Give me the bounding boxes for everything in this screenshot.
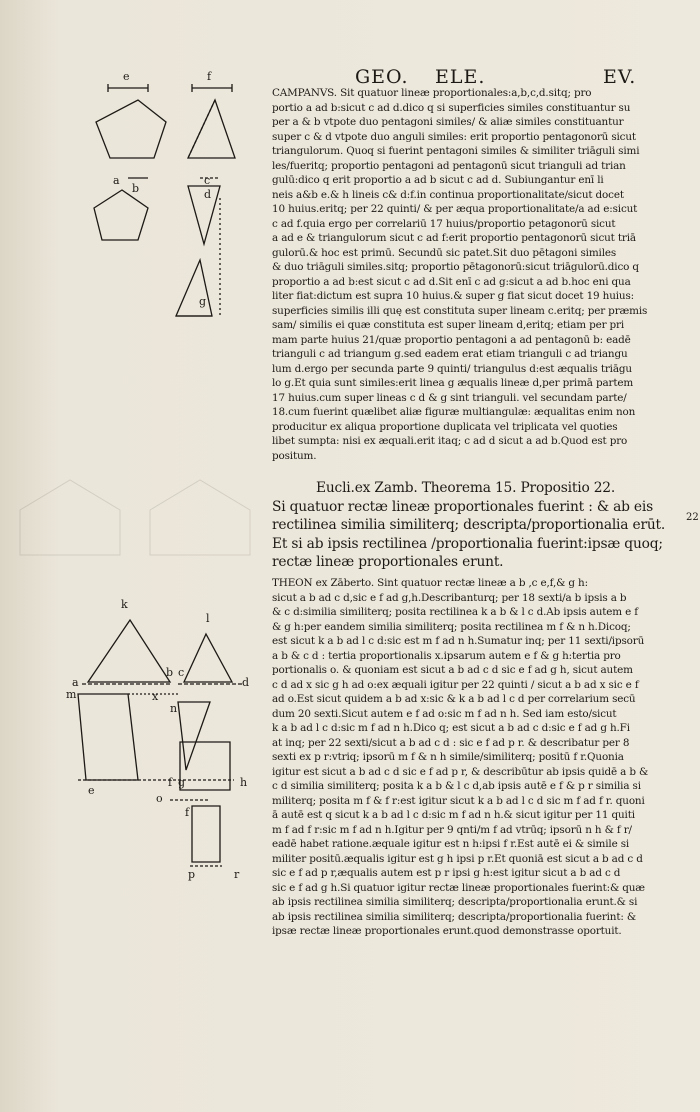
text-line: ā autē est q sicut k a b ad l c d:sic m f ad n h.& sicut igitur per 11 quiti [272,809,635,821]
theorem-block [272,479,684,572]
label-d: d [242,676,250,689]
label-a: a [72,676,79,689]
text-line: eadē habet ratione.æquale igitur est n h:ipsi f r.Est autē ei & simile si [272,838,630,850]
text-line: mam parte huius 21/quæ proportio pentagoni a ad pentagonū b: eadē [272,333,631,346]
header-right: EV. [603,66,637,88]
text-line: ad o.Est sicut quidem a b ad x:sic & k a b ad l c d per correlarium secū [272,693,636,705]
label-r: r [234,868,240,881]
label-n: n [170,702,178,715]
label-m: m [66,688,77,701]
text-line: producitur ex aliqua proportione duplicata vel triplicata vel quoties [272,420,618,433]
text-line: per a & b vtpote duo pentagoni similes/ & aliæ similes constituantur [272,116,624,128]
text-line: les/fueritq; proportio pentagoni ad pentagonū sicut trianguli ad trian [272,159,626,172]
text-line: at inq; per 22 sexti/sicut a b ad c d : sic e f ad p r. & describatur per 8 [272,736,630,749]
text-line: a ad e & triangulorum sicut c ad f:erit proportio pentagonorū sicut triā [272,232,636,244]
text-line: THEON ex Zāberto. Sint quatuor rectæ lineæ a b ,c e,f,& g h: [272,577,588,589]
text-line: & duo triāguli similes.sitq; proportio pētagonorū:sicut triāgulorū.dico q [272,261,639,273]
label-b-top: b [132,182,140,195]
text-line: sam/ similis ei quæ constituta est super lineam d,eritq; etiam per pri [272,319,625,331]
text-line: c d ad x sic g h ad o:ex æquali igitur per 22 quinti / sicut a b ad x sic e f [272,678,639,691]
text-line: sic e f ad g h.Si quatuor igitur rectæ lineæ proportionales fuerint:& quæ [272,881,645,894]
text-line: lum d.ergo per secunda parte 9 quinti/ triangulus d:est æqualis triāgu [272,362,632,375]
theorem-line: Si quatuor rectæ lineæ proportionales fuerint : & ab eis [272,498,653,515]
text-line: m f ad f r:sic m f ad n h.Igitur per 9 qnti/m f ad vtrūq; ipsorū n h & f r/ [272,823,632,836]
text-line: ipsæ rectæ lineæ proportionales erunt.quod demonstrasse oportuit. [272,925,622,937]
text-line: triangulorum. Quoq si fuerint pentagoni similes & similiter triāguli simi [272,145,640,157]
text-line: ab ipsis rectilinea similia similiterq; descripta/proportionalia fuerint: & [272,910,636,923]
label-l: l [206,612,210,625]
label-e-top: e [123,70,130,83]
label-f: f [168,776,173,789]
text-line: sicut a b ad c d,sic e f ad g,h.Describanturq; per 18 sexti/a b ipsis a b [272,591,627,604]
text-line: igitur est sicut a b ad c d sic e f ad p r, & describūtur ab ipsis quidē a b & [272,765,649,778]
text-line: c d similia similiterq; posita k a b & l c d,ab ipsis autē e f & p r similia si [272,780,641,792]
text-line: dum 20 sexti.Sicut autem e f ad o:sic m f ad n h. Sed iam esto/sicut [272,707,617,720]
text-line: trianguli c ad triangum g.sed eadem erat etiam trianguli c ad triangu [272,348,628,360]
label-c: c [178,666,185,679]
text-line: 10 huius.eritq; per 22 quinti/ & per æqua proportionalitate/a ad e:sicut [272,203,638,215]
label-d-top: d [204,188,212,201]
text-line: superficies similis illi quę est constituta super lineam c.eritq; per præmis [272,304,648,317]
text-line: 18.cum fuerint quælibet aliæ figuræ multiangulæ: æqualitas enim non [272,406,636,418]
text-line: est sicut k a b ad l c d:sic est m f ad n h.Sumatur inq; per 11 sexti/ipsorū [272,635,645,647]
text-line: liter fiat:dictum est supra 10 huius.& super g fiat sicut docet 19 huius: [272,290,635,302]
text-line: lo g.Et quia sunt similes:erit linea g æqualis lineæ d,per primā partem [272,377,634,389]
theorem-header: Eucli.ex Zamb. Theorema 15. Propositio 22. [316,480,616,496]
label-g: g [178,776,186,789]
label-e: e [88,784,95,797]
text-line: 17 huius.cum super lineas c d & g sint trianguli. vel secundam parte/ [272,391,627,404]
text-line: proportio a ad b:est sicut c ad d.Sit enī c ad g:sicut a ad b.hoc eni qua [272,275,631,288]
text-line: gulorū.& hoc est primū. Secundū sic patet.Sit duo pētagoni similes [272,246,617,259]
label-f-lower: f [185,806,190,819]
text-line: sexti ex p r:vtriq; ipsorū m f & n h simile/similiterq; positū f r.Quonia [272,751,624,763]
label-k: k [121,598,128,611]
header-middle: ELE. [435,66,486,88]
text-line: c ad f.quia ergo per correlariū 17 huius/proportio petagonorū sicut [272,217,616,230]
header-left: GEO. [355,66,409,88]
theorem-line: rectilinea similia similiterq; descripta/proportionalia erūt. [272,517,666,533]
label-f-top: f [207,70,212,83]
text-line: militer positū.æqualis igitur est g h ipsi p r.Et quoniā est sicut a b ad c d [272,852,643,865]
text-line: a b & c d : tertia proportionalis x.ipsarum autem e f & g h:tertia pro [272,649,621,662]
label-c-top: c [204,174,211,187]
theon-commentary [272,576,684,939]
text-line: libet sumpta: nisi ex æquali.erit itaq; c ad d sicut a ad b.Quod est pro [272,435,628,447]
label-x: x [152,690,159,703]
label-o: o [156,792,163,805]
text-line: k a b ad l c d:sic m f ad n h.Dico q; est sicut a b ad c d:sic e f ad g h.Fi [272,722,630,734]
bleed-through-shapes [0,470,260,560]
text-line: CAMPANVS. Sit quatuor lineæ proportionales:a,b,c,d.sitq; pro [272,87,592,99]
label-g-top: g [199,295,207,308]
text-line: militerq; posita m f & f r:est igitur sicut k a b ad l c d sic m f ad f r. quoni [272,794,645,807]
text-line: sic e f ad p r,æqualis autem est p r ipsi g h:est igitur sicut a b ad c d [272,867,621,879]
theorem-line: Et si ab ipsis rectilinea /proportionalia fuerint:ipsæ quoq; [272,535,663,552]
text-line: portio a ad b:sicut c ad d.dico q si superficies similes constituantur su [272,101,631,114]
text-line: portionalis o. & quoniam est sicut a b ad c d sic e f ad g h, sicut autem [272,664,633,676]
theorem-line: rectæ lineæ proportionales erunt. [272,554,504,570]
label-p: p [188,868,196,881]
margin-number: 22 [686,512,699,523]
label-h: h [240,776,248,789]
label-b: b [166,666,174,679]
text-line: neis a&b e.& h lineis c& d:f.in continua proportionalitate/sicut docet [272,188,624,201]
text-line: ab ipsis rectilinea similia similiterq; descripta/proportionalia erunt.& si [272,896,638,908]
text-line: positum. [272,449,317,462]
label-a-top: a [113,174,120,187]
text-line: & g h:per eandem similia similiterq; posita rectilinea m f & n h.Dicoq; [272,620,631,633]
campanus-commentary [272,86,684,463]
text-line: super c & d vtpote duo anguli similes: erit proportio pentagonorū sicut [272,130,636,143]
text-line: & c d:similia similiterq; posita rectilinea k a b & l c d.Ab ipsis autem e f [272,606,638,618]
text-line: gulū:dico q erit proportio a ad b sicut c ad d. Subiungantur enī li [272,174,604,186]
